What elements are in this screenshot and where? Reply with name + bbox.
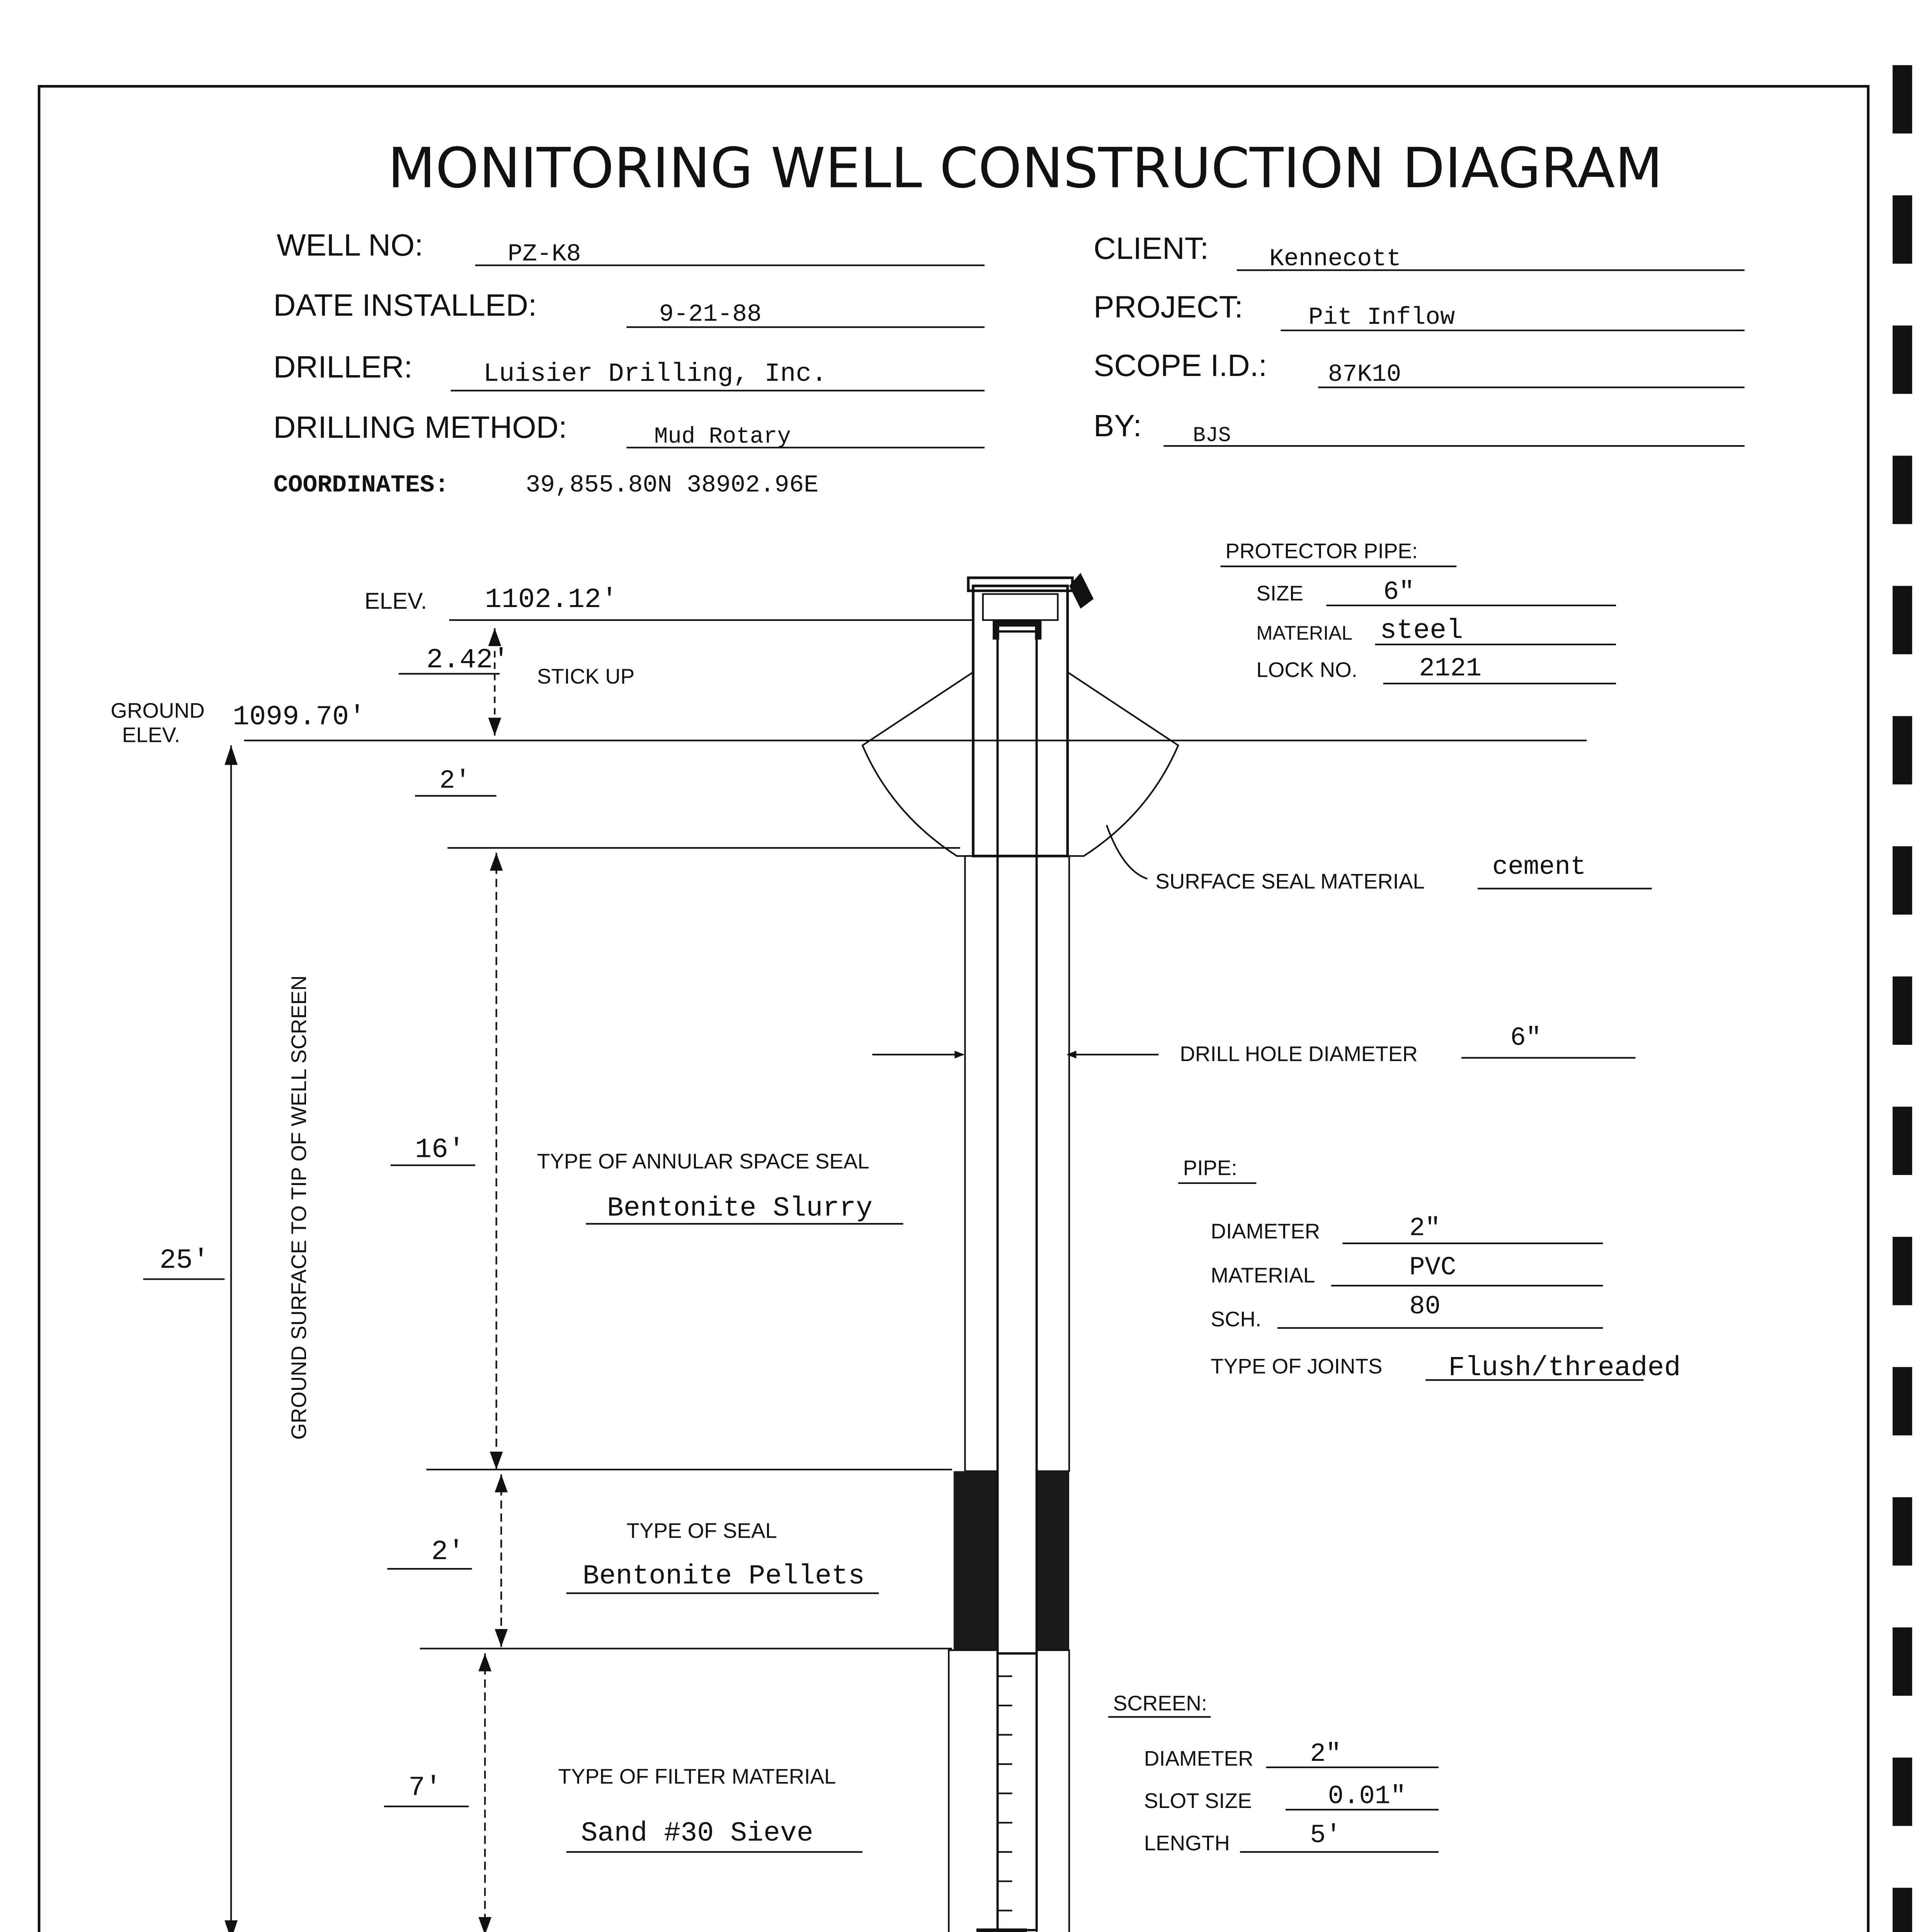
protector-lid xyxy=(968,578,1073,591)
screen-length-value: 5' xyxy=(1310,1821,1342,1850)
pipe-joints-label: TYPE OF JOINTS xyxy=(1211,1354,1383,1378)
scope-id-value: 87K10 xyxy=(1328,360,1401,388)
project-label: PROJECT: xyxy=(1094,289,1243,324)
annular-seal-label: TYPE OF ANNULAR SPACE SEAL xyxy=(537,1149,869,1173)
seal-depth: 2' xyxy=(431,1536,464,1568)
protector-pipe-heading: PROTECTOR PIPE: xyxy=(1225,539,1418,563)
surface-seal-label: SURFACE SEAL MATERIAL xyxy=(1155,869,1425,893)
protector-lock-label: LOCK NO. xyxy=(1256,658,1357,682)
filter-pack-left xyxy=(949,1650,997,1932)
pipe-info xyxy=(1178,1156,1680,1384)
filter-pack-right xyxy=(1037,1650,1069,1932)
protector-upper-band xyxy=(983,594,1058,620)
drilling-method-value: Mud Rotary xyxy=(654,423,791,450)
pipe-material-label: MATERIAL xyxy=(1211,1263,1315,1287)
surface-seal-annotation xyxy=(415,767,1652,893)
annular-seal-left xyxy=(965,856,997,1471)
annular-seal-right xyxy=(1037,856,1069,1471)
well-screen xyxy=(998,1653,1037,1930)
ground-elev-label-1: GROUND xyxy=(111,698,205,723)
pipe-sch-label: SCH. xyxy=(1211,1307,1262,1331)
pipe-sch-value: 80 xyxy=(1409,1292,1441,1321)
by-label: BY: xyxy=(1094,408,1142,443)
protector-pipe-info xyxy=(1221,539,1616,684)
screen-slot-value: 0.01" xyxy=(1328,1782,1406,1811)
pipe-diameter-value: 2" xyxy=(1409,1214,1441,1243)
protector-material-label: MATERIAL xyxy=(1256,622,1353,644)
total-depth-label: GROUND SURFACE TO TIP OF WELL SCREEN xyxy=(286,975,311,1440)
total-depth-value: 25' xyxy=(159,1245,209,1276)
seal-annotation xyxy=(387,1475,952,1649)
annular-seal-depth: 16' xyxy=(415,1134,465,1166)
protector-size-label: SIZE xyxy=(1256,581,1304,605)
elevation-annotations xyxy=(111,584,1587,747)
drill-hole-value: 6" xyxy=(1510,1023,1542,1053)
surface-seal-mound-left xyxy=(862,672,973,856)
stick-up-label: STICK UP xyxy=(537,664,635,688)
total-depth-dimension xyxy=(143,745,952,1932)
scope-id-label: SCOPE I.D.: xyxy=(1094,348,1267,383)
filter-annotation xyxy=(384,1653,862,1932)
annular-seal-annotation xyxy=(391,853,952,1469)
screen-slot-label: SLOT SIZE xyxy=(1144,1789,1252,1813)
filter-depth: 7' xyxy=(408,1772,442,1804)
drill-hole-annotation xyxy=(872,1024,1635,1066)
elev-label: ELEV. xyxy=(364,588,427,614)
screen-end-cap xyxy=(976,1929,1027,1932)
screen-info xyxy=(1108,1691,1439,1855)
drilling-method-label: DRILLING METHOD: xyxy=(273,410,567,445)
ground-elev-value: 1099.70' xyxy=(233,701,366,733)
screen-diameter-label: DIAMETER xyxy=(1144,1746,1253,1770)
pellet-seal-left xyxy=(954,1471,998,1650)
header-left xyxy=(274,228,985,499)
pipe-joints-value: Flush/threaded xyxy=(1448,1352,1681,1384)
seal-material: Bentonite Pellets xyxy=(582,1560,865,1592)
ground-elev-label-2: ELEV. xyxy=(122,723,180,747)
coordinates-label: COORDINATES: xyxy=(273,471,449,499)
seal-label: TYPE OF SEAL xyxy=(626,1519,777,1543)
protector-lock-value: 2121 xyxy=(1419,654,1482,684)
well-no-label: WELL NO: xyxy=(276,228,423,262)
surface-seal-mound-right xyxy=(1068,672,1178,856)
well-casing xyxy=(998,631,1037,1653)
protector-material-value: steel xyxy=(1380,615,1463,647)
screen-slots xyxy=(998,1676,1012,1910)
stick-up-value: 2.42' xyxy=(426,644,510,676)
elev-value: 1102.12' xyxy=(485,584,618,616)
surface-seal-leader xyxy=(1107,825,1147,879)
well-no-value: PZ-K8 xyxy=(508,240,581,268)
date-installed-value: 9-21-88 xyxy=(659,300,762,328)
surface-seal-depth: 2' xyxy=(439,766,471,796)
screen-length-label: LENGTH xyxy=(1144,1831,1230,1855)
by-value: BJS xyxy=(1193,423,1231,448)
surface-seal-material: cement xyxy=(1492,852,1586,882)
stick-up-arrows xyxy=(488,628,501,736)
pipe-diameter-label: DIAMETER xyxy=(1211,1219,1320,1243)
driller-label: DRILLER: xyxy=(273,350,413,384)
project-value: Pit Inflow xyxy=(1308,303,1455,332)
header-right xyxy=(1094,231,1745,448)
binding-marks xyxy=(1893,65,1912,1932)
drill-hole-label: DRILL HOLE DIAMETER xyxy=(1180,1042,1418,1066)
driller-value: Luisier Drilling, Inc. xyxy=(483,359,827,389)
well-schematic xyxy=(862,573,1178,1932)
screen-heading: SCREEN: xyxy=(1113,1691,1208,1715)
coordinates-value: 39,855.80N 38902.96E xyxy=(526,471,819,499)
screen-diameter-value: 2" xyxy=(1310,1740,1342,1769)
date-installed-label: DATE INSTALLED: xyxy=(273,288,537,323)
diagram-title: MONITORING WELL CONSTRUCTION DIAGRAM xyxy=(388,136,1663,201)
pellet-seal-right xyxy=(1037,1471,1069,1650)
client-label: CLIENT: xyxy=(1094,231,1209,265)
client-value: Kennecott xyxy=(1269,245,1401,273)
annular-seal-material: Bentonite Slurry xyxy=(607,1193,873,1225)
filter-label: TYPE OF FILTER MATERIAL xyxy=(558,1764,836,1789)
protector-size-value: 6" xyxy=(1383,577,1415,607)
filter-material: Sand #30 Sieve xyxy=(581,1818,813,1849)
pipe-material-value: PVC xyxy=(1409,1253,1456,1282)
pipe-heading: PIPE: xyxy=(1183,1155,1237,1180)
